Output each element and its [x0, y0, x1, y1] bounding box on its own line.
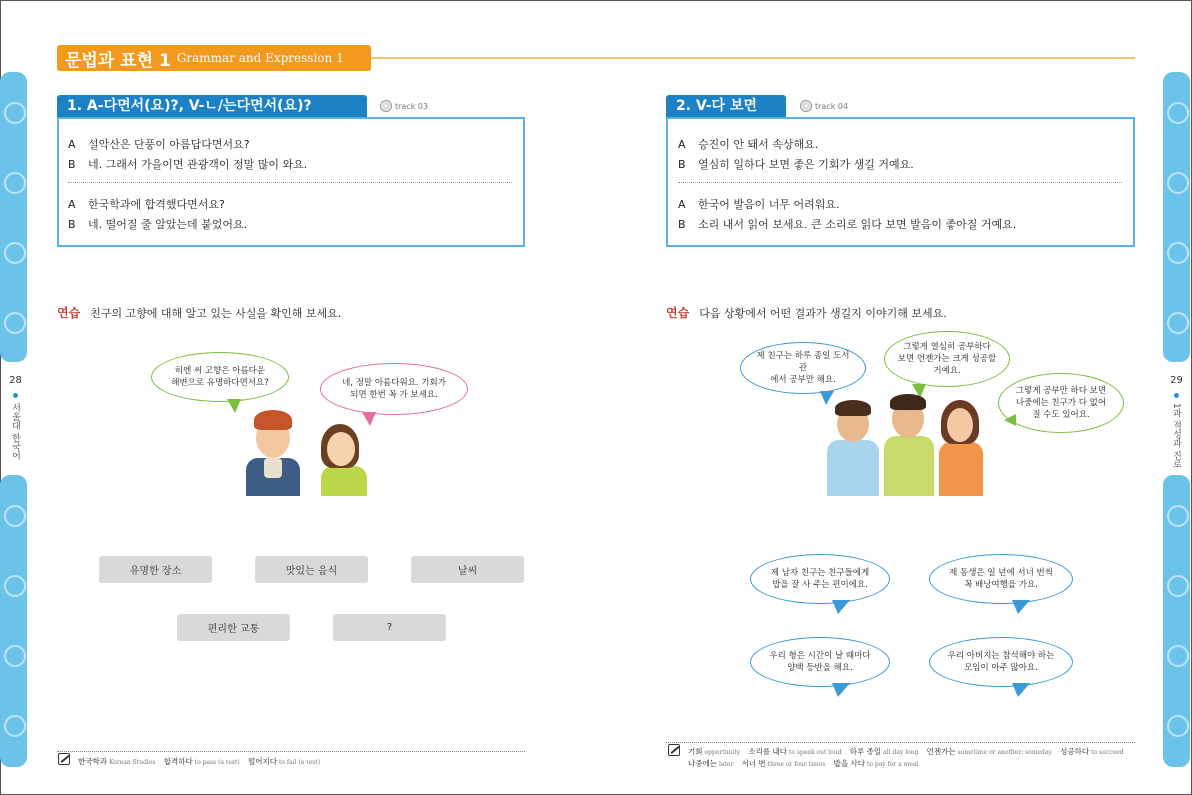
practice1-chip-transport[interactable]: 편리한 교통	[177, 614, 290, 641]
grammar1-d1-line-b: B 네. 그래서 가을이면 관광객이 정말 많이 와요.	[68, 158, 308, 171]
practice1-chip-weather[interactable]: 날씨	[411, 556, 524, 583]
illustration-man	[240, 408, 304, 496]
grammar2-d2-line-b: B 소리 내서 읽어 보세요. 큰 소리로 읽다 보면 발음이 좋아질 거예요.	[678, 218, 1017, 231]
section-header	[57, 45, 371, 71]
bubble-tail	[227, 399, 241, 413]
practice2-instruction: 연습 다음 상황에서 어떤 결과가 생길지 이야기해 보세요.	[666, 306, 947, 320]
practice1-bubble-green: 히엔 씨 고향은 아름다운 해변으로 유명하다면서요?	[151, 352, 289, 402]
bubble-tail	[832, 600, 850, 614]
right-side-label: 1과 적성과 진로	[1171, 403, 1181, 469]
bubble-tail	[1012, 600, 1030, 614]
left-page-dot	[13, 393, 18, 398]
section-title-ko: 문법과 표현 1	[65, 50, 171, 71]
practice1-bubble-pink: 네, 정말 아름다워요. 기회가 되면 한번 꼭 가 보세요.	[320, 363, 468, 415]
left-side-strip-top	[0, 72, 27, 362]
illustration-woman	[315, 422, 370, 496]
right-page-number: 29	[1170, 375, 1183, 386]
practice1-chip-food[interactable]: 맛있는 음식	[255, 556, 368, 583]
practice1-instruction: 연습 친구의 고향에 대해 알고 있는 사실을 확인해 보세요.	[57, 306, 342, 320]
right-page-dot	[1174, 393, 1179, 398]
grammar1-track[interactable]	[380, 100, 428, 112]
section-header-rule	[371, 57, 1135, 59]
illustration-man-green	[880, 392, 938, 496]
illustration-woman-orange	[935, 398, 987, 496]
audio-cd-icon	[380, 100, 392, 112]
practice2-prompt-3: 우리 형은 시간이 날 때마다 양백 등반을 해요.	[750, 637, 890, 687]
left-side-strip-bottom	[0, 475, 27, 767]
vocab-right-rule	[666, 742, 1135, 743]
grammar1-divider	[68, 182, 512, 183]
vocab-left: 한국학과 Korean Studies 합격하다 to pass (a test) 떨어지다 to fail (a test)	[78, 757, 321, 766]
practice1-chip-famous-place[interactable]: 유명한 장소	[99, 556, 212, 583]
grammar1-d2-line-a: A 한국학과에 합격했다면서요?	[68, 198, 225, 211]
grammar2-title: 2. V-다 보면	[666, 95, 786, 117]
left-side-label: 서울대 한국어	[10, 403, 20, 460]
vocab-left-rule	[57, 751, 525, 752]
grammar1-d2-line-b: B 네. 떨어질 줄 알았는데 붙었어요.	[68, 218, 248, 231]
grammar2-track[interactable]	[800, 100, 848, 112]
grammar2-divider	[678, 182, 1122, 183]
bubble-tail	[832, 683, 850, 697]
audio-cd-icon	[800, 100, 812, 112]
bubble-tail	[1004, 414, 1016, 426]
grammar1-d1-line-a: A 설악산은 단풍이 아름답다면서요?	[68, 138, 250, 151]
practice2-prompt-2: 제 동생은 일 년에 서너 번씩 꼭 배낭여행을 가요.	[929, 554, 1073, 604]
grammar2-d2-line-a: A 한국어 발음이 너무 어려워요.	[678, 198, 840, 211]
practice1-chip-other[interactable]: ?	[333, 614, 446, 641]
grammar2-d1-line-b: B 열심히 일하다 보면 좋은 기회가 생길 거예요.	[678, 158, 914, 171]
grammar2-track-label: track 04	[815, 101, 849, 111]
grammar1-title: 1. A-다면서(요)?, V-ㄴ/는다면서(요)?	[57, 95, 367, 117]
practice2-bubble-green-right: 그렇게 공부만 하다 보면 나중에는 친구가 다 없어 질 수도 있어요.	[998, 373, 1124, 433]
grammar2-d1-line-a: A 승진이 안 돼서 속상해요.	[678, 138, 819, 151]
bubble-tail	[1012, 683, 1030, 697]
left-page-number: 28	[9, 375, 22, 386]
pencil-icon	[668, 744, 680, 756]
practice2-bubble-blue: 제 친구는 하루 종일 도서관 에서 공부만 해요.	[740, 342, 866, 394]
practice2-bubble-green-top: 그렇게 열심히 공부하다 보면 언젠가는 크게 성공할 거예요.	[884, 331, 1010, 387]
practice1-label: 연습	[57, 306, 81, 320]
practice2-label: 연습	[666, 306, 690, 320]
illustration-man-blue	[823, 398, 883, 496]
vocab-right-line2: 나중에는 later 서너 번 three or four times 밥을 사다 to pay for a meal	[688, 759, 919, 768]
section-title-en: Grammar and Expression 1	[176, 51, 344, 65]
right-side-strip-top	[1163, 72, 1190, 362]
practice2-prompt-4: 우리 아버지는 참석해야 하는 모임이 아주 많아요.	[929, 637, 1073, 687]
right-side-strip-bottom	[1163, 475, 1190, 767]
grammar1-track-label: track 03	[395, 101, 429, 111]
pencil-icon	[58, 753, 70, 765]
practice2-prompt-1: 제 남자 친구는 친구들에게 밥을 잘 사 주는 편이에요.	[750, 554, 890, 604]
vocab-right-line1: 기회 opportunity 소리를 내다 to speak out loud 하루 종일 all day long 언젠가는 sometime or another; someday 성공하다 to succeed	[688, 747, 1124, 756]
